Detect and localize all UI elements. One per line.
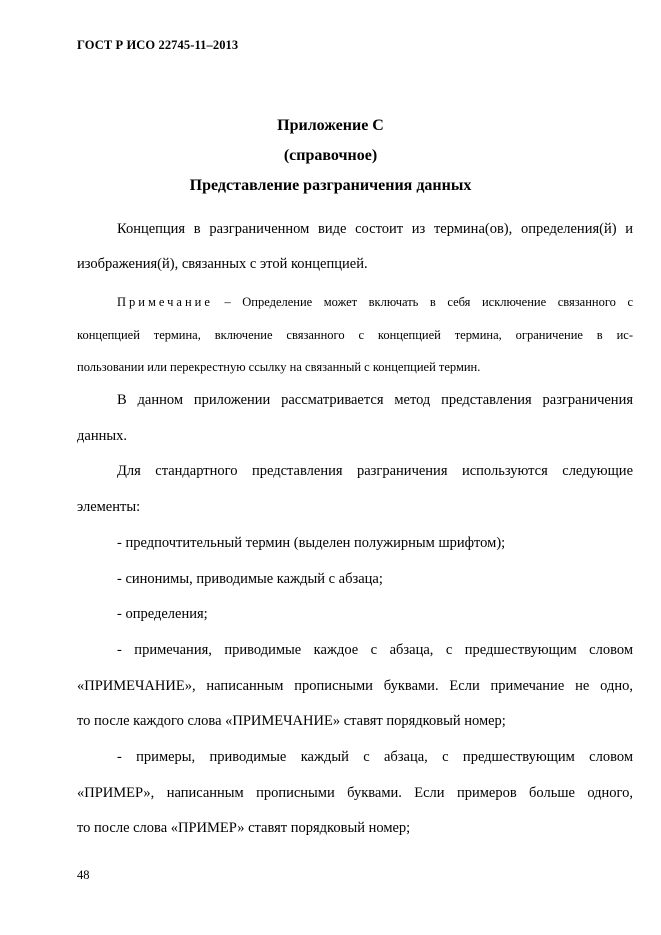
paragraph-3-line-2: элементы: [77,499,141,515]
note-label: Примечание [117,295,213,309]
list-item-3: - определения; [117,606,208,622]
list-item-4-line-3: то после каждого слова «ПРИМЕЧАНИЕ» ставят порядковый номер; [77,713,506,729]
note-line-3: пользовании или перекрестную ссылку на связанный с концепцией термин. [77,360,481,374]
paragraph-2-line-2: данных. [77,428,127,444]
paragraph-1-line-2: изображения(й), связанных с этой концепцией. [77,256,368,272]
document-header: ГОСТ Р ИСО 22745-11–2013 [77,38,239,52]
note-line-2: концепцией термина, включение связанного с концепцией термина, ограничение в ис- [77,328,633,342]
annex-heading: Представление разграничения данных [189,177,472,194]
list-item-4-line-1: - примечания, приводимые каждое с абзаца, с предшествующим словом [117,642,633,658]
list-item-1: - предпочтительный термин (выделен полужирным шрифтом); [117,535,506,551]
list-item-5-line-1: - примеры, приводимые каждый с абзаца, с предшествующим словом [117,749,633,765]
note-text: – Определение может включать в себя исключение связанного с [212,295,633,309]
paragraph-3-line-1: Для стандартного представления разграничения используются следующие [117,463,633,479]
list-item-5-line-2: «ПРИМЕР», написанным прописными буквами. Если примеров больше одного, [77,785,633,801]
annex-title: Приложение С [277,117,384,134]
paragraph-1-line-1: Концепция в разграниченном виде состоит из термина(ов), определения(й) и [117,221,633,237]
annex-status: (справочное) [283,147,378,164]
note-line-1 [117,295,633,310]
list-item-4-line-2: «ПРИМЕЧАНИЕ», написанным прописными буквами. Если примечание не одно, [77,678,633,694]
paragraph-2-line-1: В данном приложении рассматривается метод представления разграничения [117,392,633,408]
list-item-5-line-3: то после слова «ПРИМЕР» ставят порядковый номер; [77,820,411,836]
page-number: 48 [77,868,90,882]
list-item-2: - синонимы, приводимые каждый с абзаца; [117,571,383,587]
